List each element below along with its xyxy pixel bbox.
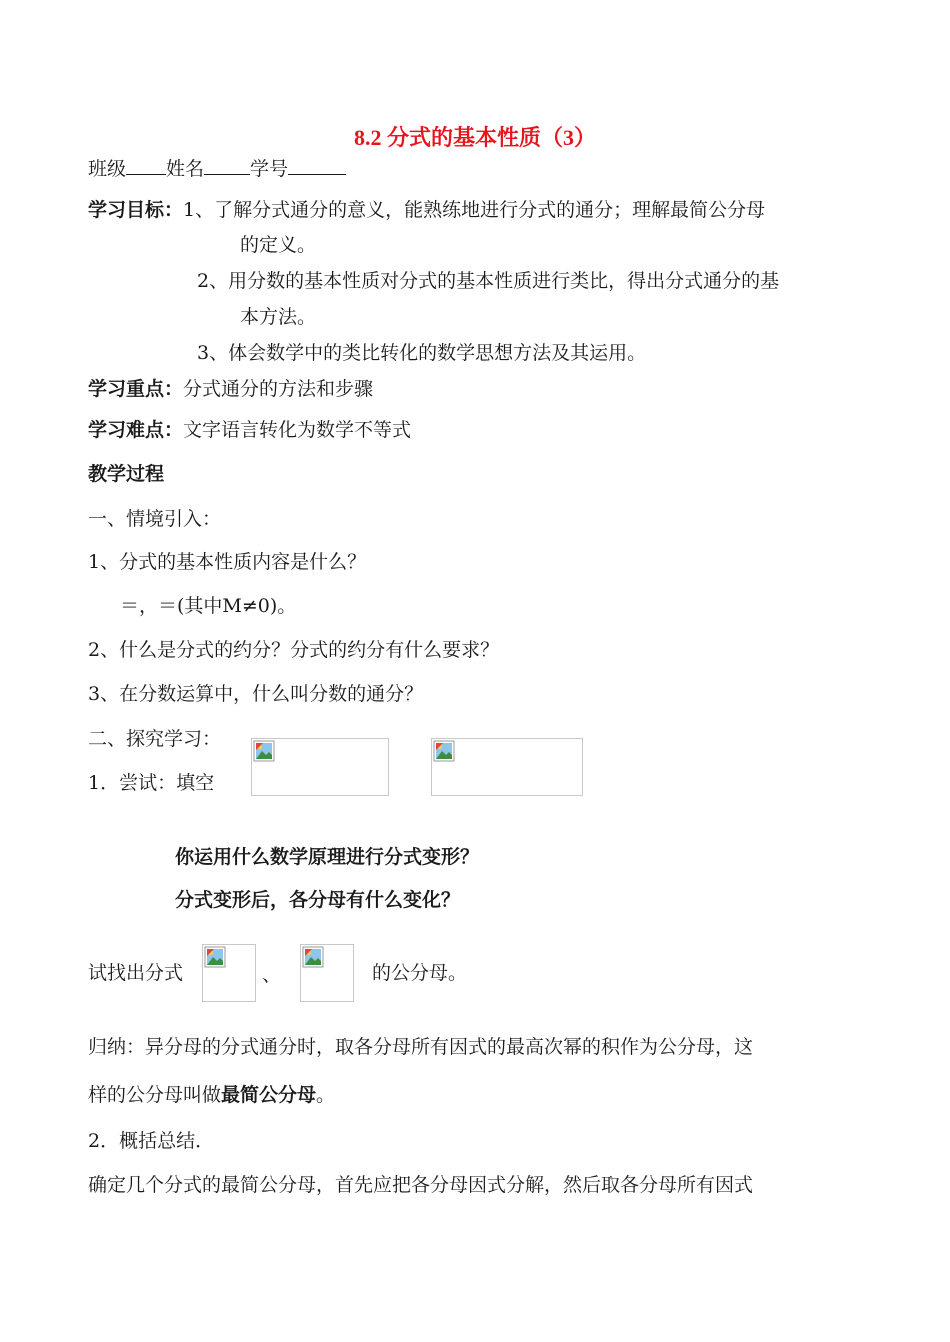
focus-line bbox=[88, 376, 373, 402]
focus-text: 分式通分的方法和步骤 bbox=[183, 378, 374, 400]
conclude-text: 确定几个分式的最简公分母，首先应把各分母因式分解，然后取各分母所有因式 bbox=[88, 1174, 754, 1196]
difficulty-line bbox=[88, 417, 411, 443]
section1-formula: ＝，＝(其中M≠0)。 bbox=[120, 595, 297, 617]
summary-line-2 bbox=[88, 1082, 335, 1108]
fraction-image-2 bbox=[300, 944, 354, 1002]
find-prefix: 试找出分式 bbox=[88, 962, 184, 984]
class-blank bbox=[126, 154, 166, 175]
objectives-line-1 bbox=[88, 197, 765, 223]
objective-2b: 本方法。 bbox=[240, 306, 317, 328]
class-label: 班级 bbox=[88, 158, 127, 180]
number-blank bbox=[288, 154, 346, 175]
guiding-question-1: 你运用什么数学原理进行分式变形？ bbox=[175, 846, 480, 868]
find-suffix: 的公分母。 bbox=[372, 962, 468, 984]
fraction-image-1 bbox=[202, 944, 256, 1002]
difficulty-label: 学习难点： bbox=[88, 419, 184, 441]
conclude-heading: 2．概括总结． bbox=[88, 1130, 215, 1152]
objective-2a: 2、用分数的基本性质对分式的基本性质进行类比，得出分式通分的基 bbox=[197, 270, 780, 292]
difficulty-text: 文字语言转化为数学不等式 bbox=[183, 419, 412, 441]
summary-prefix: 样的公分母叫做 bbox=[88, 1084, 222, 1106]
page-title: 8.2 分式的基本性质（3） bbox=[353, 125, 596, 150]
broken-image-icon bbox=[433, 740, 455, 762]
student-info-line bbox=[88, 154, 346, 182]
section1-question-1: 1、分式的基本性质内容是什么？ bbox=[88, 551, 367, 573]
summary-line-1: 归纳：异分母的分式通分时，取各分母所有因式的最高次幂的积作为公分母，这 bbox=[88, 1036, 754, 1058]
section1-question-3: 3、在分数运算中，什么叫分数的通分？ bbox=[88, 683, 424, 705]
find-separator: 、 bbox=[262, 964, 282, 986]
broken-image-icon bbox=[253, 740, 275, 762]
summary-suffix: 。 bbox=[316, 1084, 336, 1106]
broken-image-icon bbox=[204, 946, 226, 968]
fill-blank-image-1 bbox=[251, 738, 389, 796]
objective-1a: 1、了解分式通分的意义，能熟练地进行分式的通分；理解最简公分母 bbox=[183, 199, 766, 221]
number-label: 学号 bbox=[250, 158, 289, 180]
simplest-common-denominator-term: 最简公分母 bbox=[221, 1084, 317, 1106]
focus-label: 学习重点： bbox=[88, 378, 184, 400]
section1-heading: 一、情境引入： bbox=[88, 508, 222, 530]
section1-question-2: 2、什么是分式的约分？分式的约分有什么要求？ bbox=[88, 639, 500, 661]
objectives-label: 学习目标： bbox=[88, 199, 184, 221]
objective-1b: 的定义。 bbox=[240, 234, 317, 256]
name-label: 姓名 bbox=[166, 158, 205, 180]
name-blank bbox=[204, 154, 250, 175]
guiding-question-2: 分式变形后，各分母有什么变化？ bbox=[175, 889, 461, 911]
section2-heading: 二、探究学习： bbox=[88, 728, 222, 750]
process-heading: 教学过程 bbox=[88, 463, 165, 485]
try-label: 1．尝试：填空 bbox=[88, 772, 215, 794]
broken-image-icon bbox=[302, 946, 324, 968]
objective-3: 3、体会数学中的类比转化的数学思想方法及其运用。 bbox=[197, 342, 647, 364]
fill-blank-image-2 bbox=[431, 738, 583, 796]
